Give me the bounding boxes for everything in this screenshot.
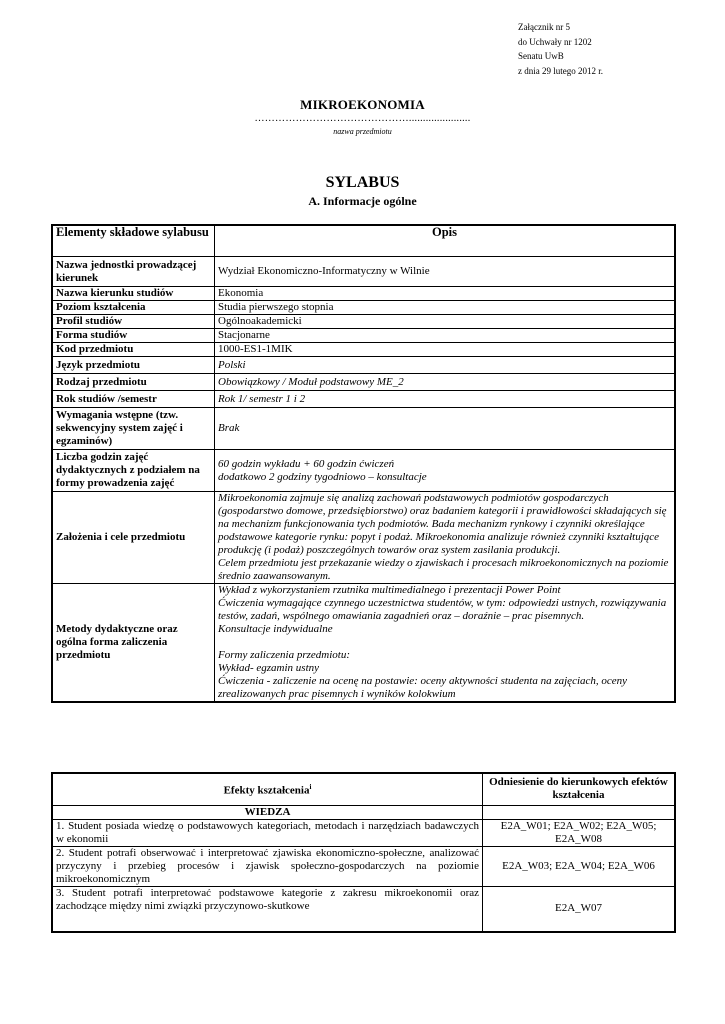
- row-label: Wymagania wstępne (tzw. sekwencyjny system zajęć i egzaminów): [52, 408, 215, 450]
- row-value: Polski: [215, 357, 676, 374]
- annex-line: do Uchwały nr 1202: [518, 36, 592, 47]
- value-paragraph: Mikroekonomia zajmuje się analizą zachowań podstawowych podmiotów gospodarczych (gospodarstwo domowe, przedsiębiorstwo) oraz badaniem kategorii i prawidłowości składających się na mechanizm funkcjonowania tych podmiotów. Bada mechanizm rynkowy i czynniki określające podstawowe kategorie rynku: popyt i podaż. Mikroekonomia analizuje również czynniki kształtujące produkcję (i podaż) poszczególnych towarów oraz system zasilania produkcji.: [218, 492, 667, 556]
- row-label: Profil studiów: [52, 315, 215, 329]
- table-row: [52, 357, 675, 374]
- table-header-row: [52, 225, 675, 257]
- row-value: [215, 450, 676, 492]
- value-line: Konsultacje indywidualne: [218, 623, 333, 635]
- value-line: Ćwiczenia wymagające czynnego uczestnictwa studentów, w tym: odpowiedzi ustnych, rozwiązywania testów, zadań, wspólnego omawiania zagadnień oraz – doraźnie – prac pisemnych.: [218, 597, 667, 622]
- row-label: Nazwa jednostki prowadzącej kierunek: [52, 257, 215, 287]
- row-value: Stacjonarne: [215, 329, 676, 343]
- row-label: Rodzaj przedmiotu: [52, 374, 215, 391]
- row-label: Forma studiów: [52, 329, 215, 343]
- header-elements: Elementy składowe sylabusu: [52, 225, 215, 257]
- table-row: [52, 408, 675, 450]
- learning-outcomes-table: [51, 772, 676, 933]
- outcome-reference: E2A_W07: [483, 886, 676, 932]
- table-row: [52, 329, 675, 343]
- row-value: 1000-ES1-1MIK: [215, 343, 676, 357]
- row-label: Język przedmiotu: [52, 357, 215, 374]
- row-label: Nazwa kierunku studiów: [52, 287, 215, 301]
- table-row: [52, 391, 675, 408]
- subject-dotted-line: ………………………………………......................: [254, 113, 471, 124]
- row-label: Liczba godzin zajęć dydaktycznych z podziałem na formy prowadzenia zajęć: [52, 450, 215, 492]
- value-line: Ćwiczenia - zaliczenie na ocenę na postawie: oceny aktywności studenta na zajęciach, oceny zrealizowanych prac pisemnych i wyników kolokwium: [218, 675, 628, 700]
- row-value: Studia pierwszego stopnia: [215, 301, 676, 315]
- subject-title: MIKROEKONOMIA: [300, 97, 425, 112]
- table-row: [52, 343, 675, 357]
- table-row: [52, 287, 675, 301]
- table-row: [52, 886, 675, 932]
- row-label: Rok studiów /semestr: [52, 391, 215, 408]
- footnote-marker: i: [309, 782, 312, 791]
- annex-line: z dnia 29 lutego 2012 r.: [518, 65, 603, 76]
- spacer: [218, 636, 671, 649]
- row-value: Ekonomia: [215, 287, 676, 301]
- row-value: [215, 492, 676, 584]
- value-line: dodatkowo 2 godziny tygodniowo – konsultacje: [218, 470, 427, 483]
- row-label: Metody dydaktyczne oraz ogólna forma zaliczenia przedmiotu: [52, 584, 215, 703]
- table-row: [52, 315, 675, 329]
- annex-line: Załącznik nr 5: [518, 22, 570, 32]
- general-info-table: [51, 224, 676, 703]
- value-line: Wykład- egzamin ustny: [218, 662, 320, 674]
- annex-line: Senatu UwB: [518, 51, 564, 61]
- section-row: [52, 805, 675, 819]
- header-description: Opis: [215, 225, 676, 257]
- row-value: Ogólnoakademicki: [215, 315, 676, 329]
- outcome-reference: E2A_W01; E2A_W02; E2A_W05; E2A_W08: [483, 819, 676, 846]
- header-outcomes: [52, 773, 483, 805]
- table-row: [52, 584, 675, 703]
- section-knowledge: WIEDZA: [52, 805, 483, 819]
- row-value: Rok 1/ semestr 1 i 2: [215, 391, 676, 408]
- table-row: [52, 257, 675, 287]
- section-heading: A. Informacje ogólne: [308, 194, 417, 208]
- row-value: Wydział Ekonomiczno-Informatyczny w Wilnie: [215, 257, 676, 287]
- row-label: Poziom kształcenia: [52, 301, 215, 315]
- annex-note: [518, 20, 603, 78]
- table-row: [52, 374, 675, 391]
- table-row: [52, 846, 675, 886]
- value-line: 60 godzin wykładu + 60 godzin ćwiczeń: [218, 457, 395, 470]
- value-line: Wykład z wykorzystaniem rzutnika multimedialnego i prezentacji Power Point: [218, 584, 561, 596]
- value-line: Formy zaliczenia przedmiotu:: [218, 649, 350, 661]
- row-value: [215, 584, 676, 703]
- table-row: [52, 819, 675, 846]
- table-header-row: [52, 773, 675, 805]
- table-row: [52, 301, 675, 315]
- subject-caption: nazwa przedmiotu: [333, 127, 392, 136]
- row-label: Założenia i cele przedmiotu: [52, 492, 215, 584]
- header-reference: Odniesienie do kierunkowych efektów kształcenia: [483, 773, 676, 805]
- row-value: Obowiązkowy / Moduł podstawowy ME_2: [215, 374, 676, 391]
- syllabus-title: SYLABUS: [325, 174, 400, 191]
- empty-cell: [483, 805, 676, 819]
- outcome-text: 3. Student potrafi interpretować podstawowe kategorie z zakresu mikroekonomii oraz zachodzące między nimi związki przyczynowo-skutkowe: [52, 886, 483, 932]
- row-value: Brak: [215, 408, 676, 450]
- value-paragraph: Celem przedmiotu jest przekazanie wiedzy o zjawiskach i procesach mikroekonomicznych na poziomie średnio zaawansowanym.: [218, 557, 669, 582]
- table-row: [52, 492, 675, 584]
- outcome-text: 1. Student posiada wiedzę o podstawowych kategoriach, metodach i narzędziach badawczych w ekonomii: [52, 819, 483, 846]
- outcome-text: 2. Student potrafi obserwować i interpretować zjawiska ekonomiczno-społeczne, analizować przyczyny i przebieg procesów i zjawisk społeczno-gospodarczych na poziomie mikroekonomicznym: [52, 846, 483, 886]
- table-row: [52, 450, 675, 492]
- row-label: Kod przedmiotu: [52, 343, 215, 357]
- outcome-reference: E2A_W03; E2A_W04; E2A_W06: [483, 846, 676, 886]
- header-outcomes-text: Efekty kształcenia: [223, 784, 310, 797]
